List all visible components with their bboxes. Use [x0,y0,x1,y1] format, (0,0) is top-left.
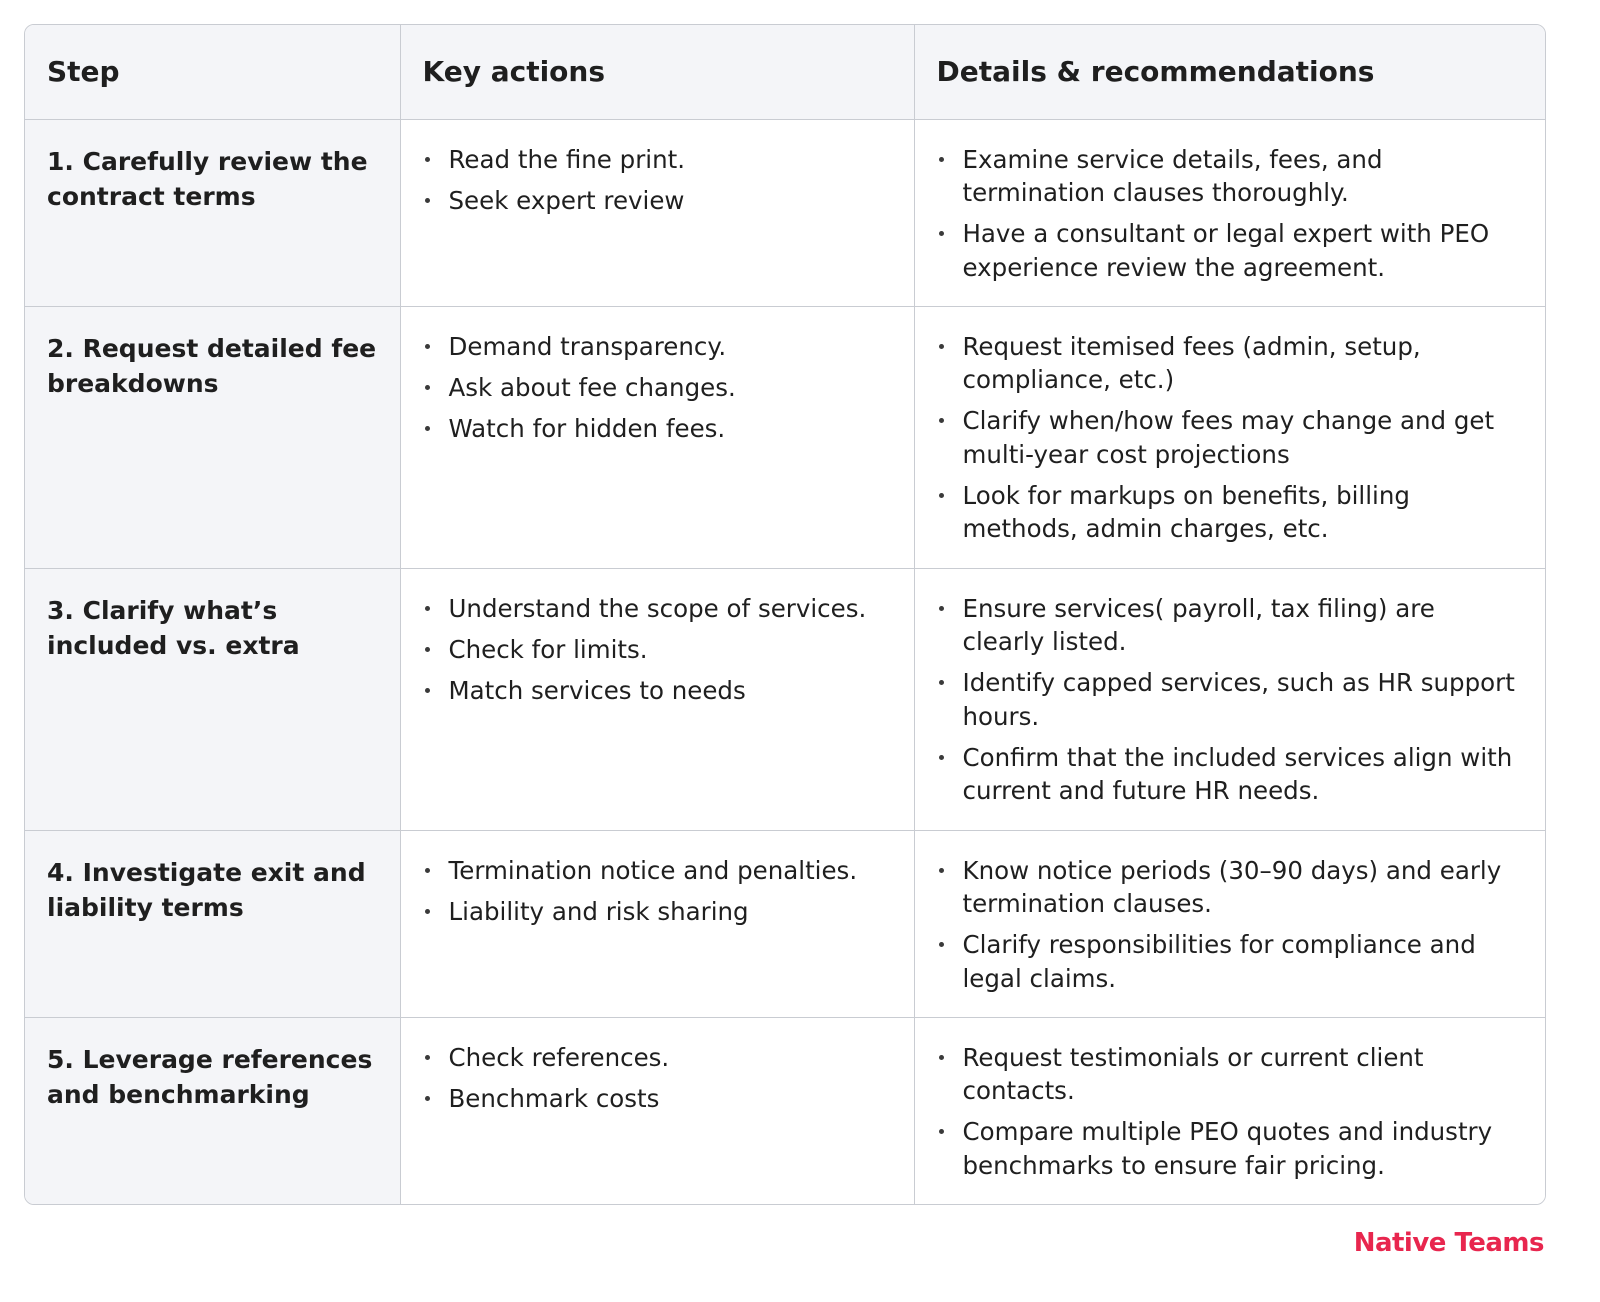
steps-table-container [24,24,1546,1205]
details-list [937,1041,1524,1183]
list-item: Compare multiple PEO quotes and industry benchmarks to ensure fair pricing. [937,1115,1524,1182]
actions-cell [400,568,914,830]
brand-logo: Native Teams [1353,1228,1544,1258]
table-row [25,568,1545,830]
header-step: Step [25,25,400,119]
list-item: Understand the scope of services. [423,592,892,626]
list-item: Look for markups on benefits, billing methods, admin charges, etc. [937,479,1524,546]
list-item: Match services to needs [423,674,892,708]
details-cell [914,1017,1545,1204]
actions-cell [400,830,914,1017]
details-cell [914,568,1545,830]
details-list [937,592,1524,808]
list-item: Demand transparency. [423,330,892,364]
list-item: Examine service details, fees, and termination clauses thoroughly. [937,143,1524,210]
header-key-actions: Key actions [400,25,914,119]
list-item: Read the fine print. [423,143,892,177]
step-cell: 3. Clarify what’s included vs. extra [25,568,400,830]
list-item: Check references. [423,1041,892,1075]
details-cell [914,830,1545,1017]
details-list [937,143,1524,285]
list-item: Benchmark costs [423,1082,892,1116]
table-row [25,119,1545,306]
list-item: Know notice periods (30–90 days) and early termination clauses. [937,854,1524,921]
list-item: Clarify when/how fees may change and get multi-year cost projections [937,404,1524,471]
list-item: Identify capped services, such as HR support hours. [937,666,1524,733]
actions-list [423,330,892,446]
list-item: Ensure services( payroll, tax filing) are clearly listed. [937,592,1524,659]
table-row [25,830,1545,1017]
table-header-row [25,25,1545,119]
list-item: Request testimonials or current client contacts. [937,1041,1524,1108]
steps-table [25,25,1545,1204]
list-item: Request itemised fees (admin, setup, compliance, etc.) [937,330,1524,397]
step-cell: 1. Carefully review the contract terms [25,119,400,306]
step-cell: 5. Leverage references and benchmarking [25,1017,400,1204]
list-item: Check for limits. [423,633,892,667]
actions-cell [400,1017,914,1204]
details-cell [914,306,1545,568]
list-item: Confirm that the included services align with current and future HR needs. [937,741,1524,808]
details-list [937,854,1524,996]
list-item: Watch for hidden fees. [423,412,892,446]
step-cell: 2. Request detailed fee breakdowns [25,306,400,568]
actions-list [423,143,892,218]
actions-list [423,1041,892,1116]
actions-list [423,854,892,929]
table-row [25,1017,1545,1204]
list-item: Have a consultant or legal expert with PEO experience review the agreement. [937,217,1524,284]
step-cell: 4. Investigate exit and liability terms [25,830,400,1017]
list-item: Clarify responsibilities for compliance and legal claims. [937,928,1524,995]
actions-list [423,592,892,708]
list-item: Liability and risk sharing [423,895,892,929]
list-item: Seek expert review [423,184,892,218]
details-cell [914,119,1545,306]
actions-cell [400,119,914,306]
list-item: Termination notice and penalties. [423,854,892,888]
details-list [937,330,1524,546]
table-row [25,306,1545,568]
list-item: Ask about fee changes. [423,371,892,405]
header-details: Details & recommendations [914,25,1545,119]
actions-cell [400,306,914,568]
